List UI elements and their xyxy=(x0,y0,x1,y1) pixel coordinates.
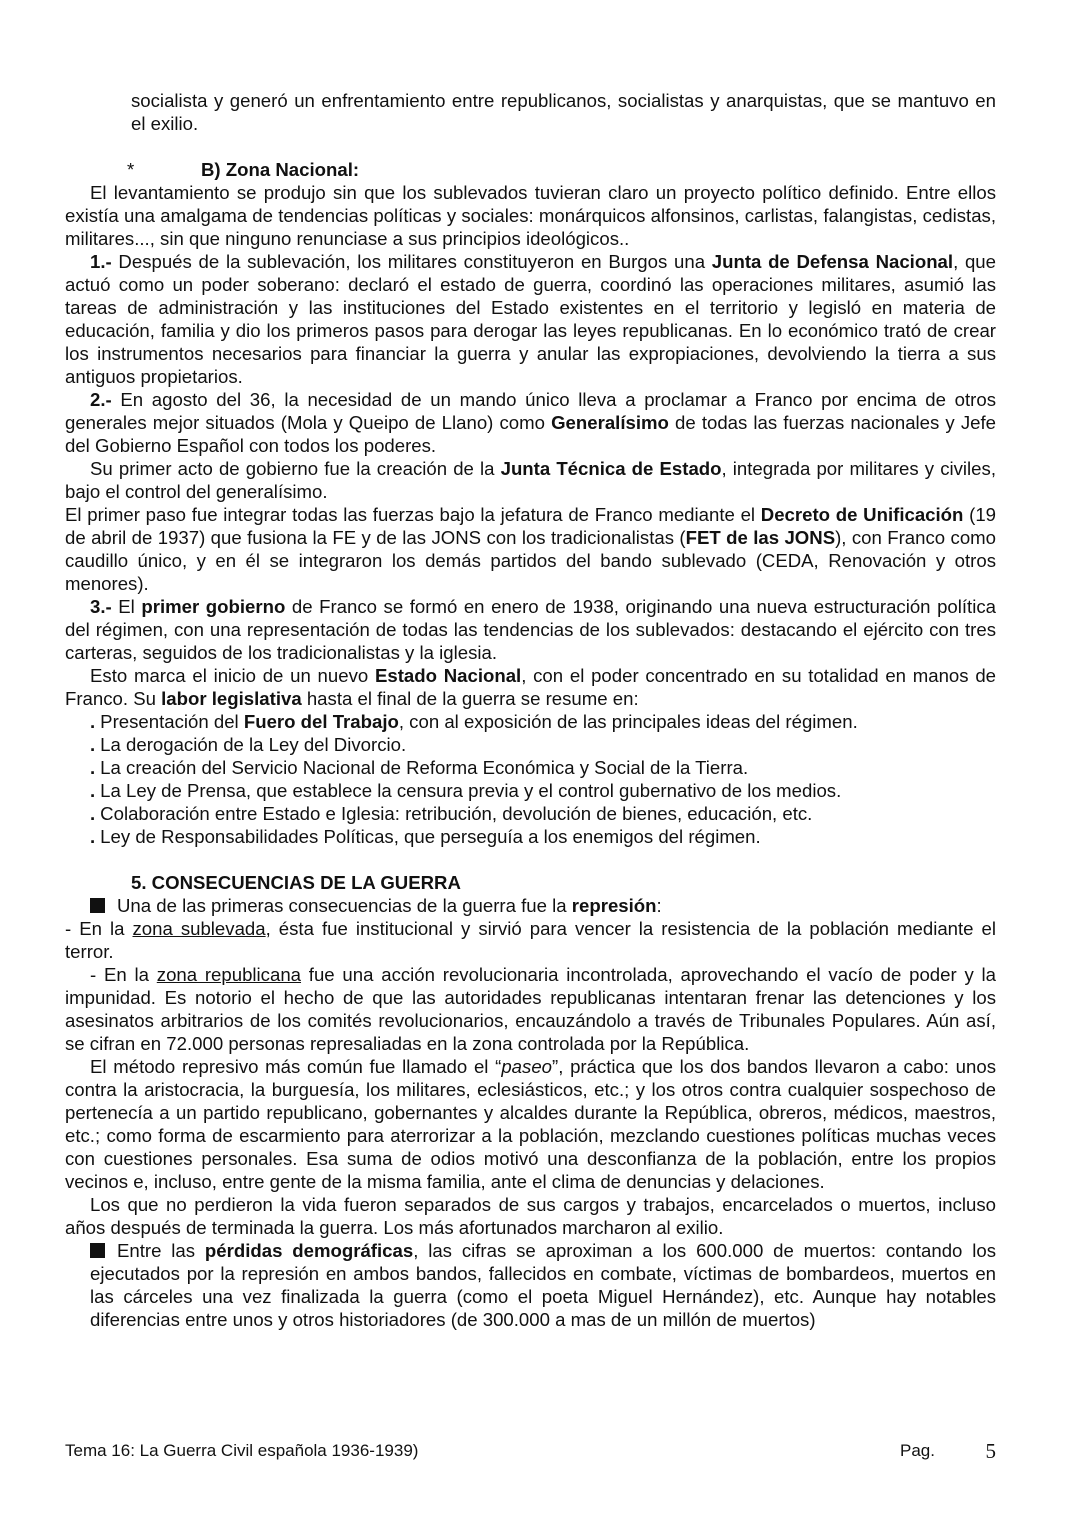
intro-paragraph: socialista y generó un enfrentamiento entre republicanos, socialistas y anarquistas, que se mantuvo en el exilio. xyxy=(131,90,996,134)
bold-term: labor legislativa xyxy=(161,688,302,709)
point-2-paragraph xyxy=(65,388,996,457)
list-item xyxy=(65,733,996,756)
list-item xyxy=(65,825,996,848)
text-run: Después de la sublevación, los militares constituyeron en Burgos una xyxy=(111,251,712,272)
black-square-bullet-icon xyxy=(90,898,105,913)
text-run: Entre las xyxy=(117,1240,205,1261)
text-run: La Ley de Prensa, que establece la censura previa y el control gubernativo de los medios. xyxy=(100,780,842,801)
text-run: Colaboración entre Estado e Iglesia: retribución, devolución de bienes, educación, etc. xyxy=(100,803,813,824)
bullet-dot: . xyxy=(90,826,96,847)
underlined-term: zona sublevada xyxy=(132,918,266,939)
junta-tecnica-paragraph xyxy=(65,457,996,503)
footer-title: Tema 16: La Guerra Civil española 1936-1939) xyxy=(65,1441,419,1460)
black-square-bullet-icon xyxy=(90,1243,105,1258)
legislative-list xyxy=(65,710,996,848)
text-run: , que actuó como un poder soberano: declaró el estado de guerra, coordinó las operaciones militares, asumió las tareas de administración y las instituciones del Estado existentes en el territorio y legisló en materia de educación, familia y dio los primeros pasos para derogar las leyes republicanas. En lo económico trató de crear los instrumentos necesarios para financiar la guerra y anular las expropiaciones, devolviendo la tierra a sus antiguos propietarios. xyxy=(65,251,996,387)
estado-nacional-paragraph xyxy=(65,664,996,710)
underlined-term: zona republicana xyxy=(156,964,302,985)
text-run: Presentación del xyxy=(100,711,244,732)
list-item xyxy=(65,779,996,802)
bullet-dot: . xyxy=(90,711,96,732)
text-run: En agosto del 36, la necesidad de un mando único lleva a proclamar a Franco por encima de otros generales mejor situados (Mola y Queipo de Llano) como xyxy=(65,389,996,433)
text-run: El xyxy=(111,596,142,617)
bullet-dot: . xyxy=(90,757,96,778)
bullet-dot: . xyxy=(90,803,96,824)
represion-intro xyxy=(65,894,996,917)
page-footer xyxy=(65,1441,996,1465)
list-item xyxy=(65,802,996,825)
text-run: , con al exposición de las principales ideas del régimen. xyxy=(398,711,858,732)
point-number: 1.- xyxy=(90,251,112,272)
bullet-dot: . xyxy=(90,780,96,801)
text-run: Ley de Responsabilidades Políticas, que perseguía a los enemigos del régimen. xyxy=(100,826,761,847)
text-run: El método represivo más común fue llamado el “ xyxy=(90,1056,502,1077)
text-run: (19 de abril de 1937) que fusiona la FE y de las JONS con los tradicionalistas ( xyxy=(65,504,996,548)
point-number: 3.- xyxy=(90,596,112,617)
exilio-paragraph: Los que no perdieron la vida fueron separados de sus cargos y trabajos, encarcelados o muertos, incluso años después de terminada la guerra. Los más afortunados marcharon al exilio. xyxy=(65,1194,996,1238)
bold-term: Fuero del Trabajo xyxy=(243,711,399,732)
page-number: 5 xyxy=(985,1439,996,1463)
text-run: hasta el final de la guerra se resume en: xyxy=(301,688,639,709)
text-run: Una de las primeras consecuencias de la guerra fue la xyxy=(117,895,572,916)
point-1-paragraph xyxy=(65,250,996,388)
bold-term: Generalísimo xyxy=(551,412,669,433)
section-title: 5. CONSECUENCIAS DE LA GUERRA xyxy=(131,872,461,893)
spacer xyxy=(65,848,996,871)
bold-term: primer gobierno xyxy=(141,596,286,617)
bold-term: FET de las JONS xyxy=(685,527,836,548)
bold-term: pérdidas demográficas xyxy=(204,1240,414,1261)
text-run: , ésta fue institucional y sirvió para vencer la resistencia de la población mediante el terror. xyxy=(65,918,997,962)
point-number: 2.- xyxy=(90,389,112,410)
text-run: La derogación de la Ley del Divorcio. xyxy=(100,734,407,755)
bold-term: represión xyxy=(571,895,657,916)
text-run: Su primer acto de gobierno fue la creación de la xyxy=(90,458,501,479)
list-item xyxy=(65,710,996,733)
text-run: : xyxy=(656,895,662,916)
levantamiento-paragraph: El levantamiento se produjo sin que los sublevados tuvieran claro un proyecto político definido. Entre ellos existía una amalgama de tendencias políticas y sociales: monárquicos alfonsinos, carlistas, falangistas, cedistas, militares..., sin que ninguno renunciase a sus principios ideológicos.. xyxy=(65,182,996,249)
bold-term: Decreto de Unificación xyxy=(760,504,964,525)
italic-term: paseo xyxy=(501,1056,553,1077)
text-run: - En la xyxy=(90,964,157,985)
text-run: El primer paso fue integrar todas las fuerzas bajo la jefatura de Franco mediante el xyxy=(65,504,761,525)
text-run: - En la xyxy=(65,918,133,939)
text-run: fue una acción revolucionaria incontrolada, aprovechando el vacío de poder y la impunidad. Es notorio el hecho de que las autoridades republicanas intentaran frenar las detenciones y los asesinatos arbitrarios de los comités revolucionarios, encauzándolo a través de Tribunales Populares. Aún así, se cifran en 72.000 personas represaliadas en la zona controlada por la República. xyxy=(65,964,997,1054)
bold-term: Estado Nacional xyxy=(374,665,522,686)
paseo-paragraph xyxy=(65,1055,996,1193)
decreto-unificacion-paragraph xyxy=(65,503,996,595)
text-run: , integrada por militares y civiles, bajo el control del generalísimo. xyxy=(65,458,996,502)
text-run: de Franco se formó en enero de 1938, originando una nueva estructuración política del régimen, con una representación de todas las tendencias de los sublevados: destacando el ejército con tres carteras, seguidos de los tradicionalistas y la iglesia. xyxy=(65,596,996,663)
zona-republicana-paragraph xyxy=(65,963,996,1055)
list-item xyxy=(65,756,996,779)
footer-page-label: Pag. xyxy=(900,1441,935,1460)
spacer xyxy=(65,135,996,158)
text-run: , las cifras se aproximan a los 600.000 de muertos: contando los ejecutados por la represión en ambos bandos, fallecidos en combate, víctimas de bombardeos, muertos en las cárceles una vez finalizada la guerra (como el poeta Miguel Hernández), etc. Aunque hay notables diferencias entre unos y otros historiadores (de 300.000 a mas de un millón de muertos) xyxy=(90,1240,996,1330)
perdidas-paragraph xyxy=(65,1239,996,1331)
text-run: Esto marca el inicio de un nuevo xyxy=(90,665,375,686)
text-run: de todas las fuerzas nacionales y Jefe del Gobierno Español con todos los poderes. xyxy=(65,412,996,456)
bullet-dot: . xyxy=(90,734,96,755)
asterisk-marker: * xyxy=(127,159,135,180)
text-run: ”, práctica que los dos bandos llevaron a cabo: unos contra la aristocracia, la burguesía, los militares, eclesiásticos, etc.; y los otros contra cualquier sospechoso de pertenecía a un partido republicano, gobernantes y alcaldes durante la República, obreros, médicos, maestros, etc.; como forma de escarmiento para aterrorizar a la población, mezclando cuestiones políticas muchas veces con cuestiones personales. Esa suma de odios motivó una desconfianza de la población, entre los propios vecinos e, incluso, entre gente de la misma familia, ante el clima de denuncias y delaciones. xyxy=(65,1056,996,1192)
point-3-paragraph xyxy=(65,595,996,664)
bold-term: Junta de Defensa Nacional xyxy=(711,251,954,272)
text-run: La creación del Servicio Nacional de Reforma Económica y Social de la Tierra. xyxy=(100,757,749,778)
text-run: , con el poder concentrado en su totalidad en manos de Franco. Su xyxy=(65,665,996,709)
page-body xyxy=(65,89,996,1331)
zona-nacional-title: B) Zona Nacional: xyxy=(201,159,360,180)
zona-sublevada-paragraph xyxy=(65,917,996,963)
text-run: ), con Franco como caudillo único, y en él se integraron los demás partidos del bando sublevado (CEDA, Renovación y otros menores). xyxy=(65,527,996,594)
bold-term: Junta Técnica de Estado xyxy=(500,458,722,479)
zona-nacional-heading xyxy=(65,158,996,181)
